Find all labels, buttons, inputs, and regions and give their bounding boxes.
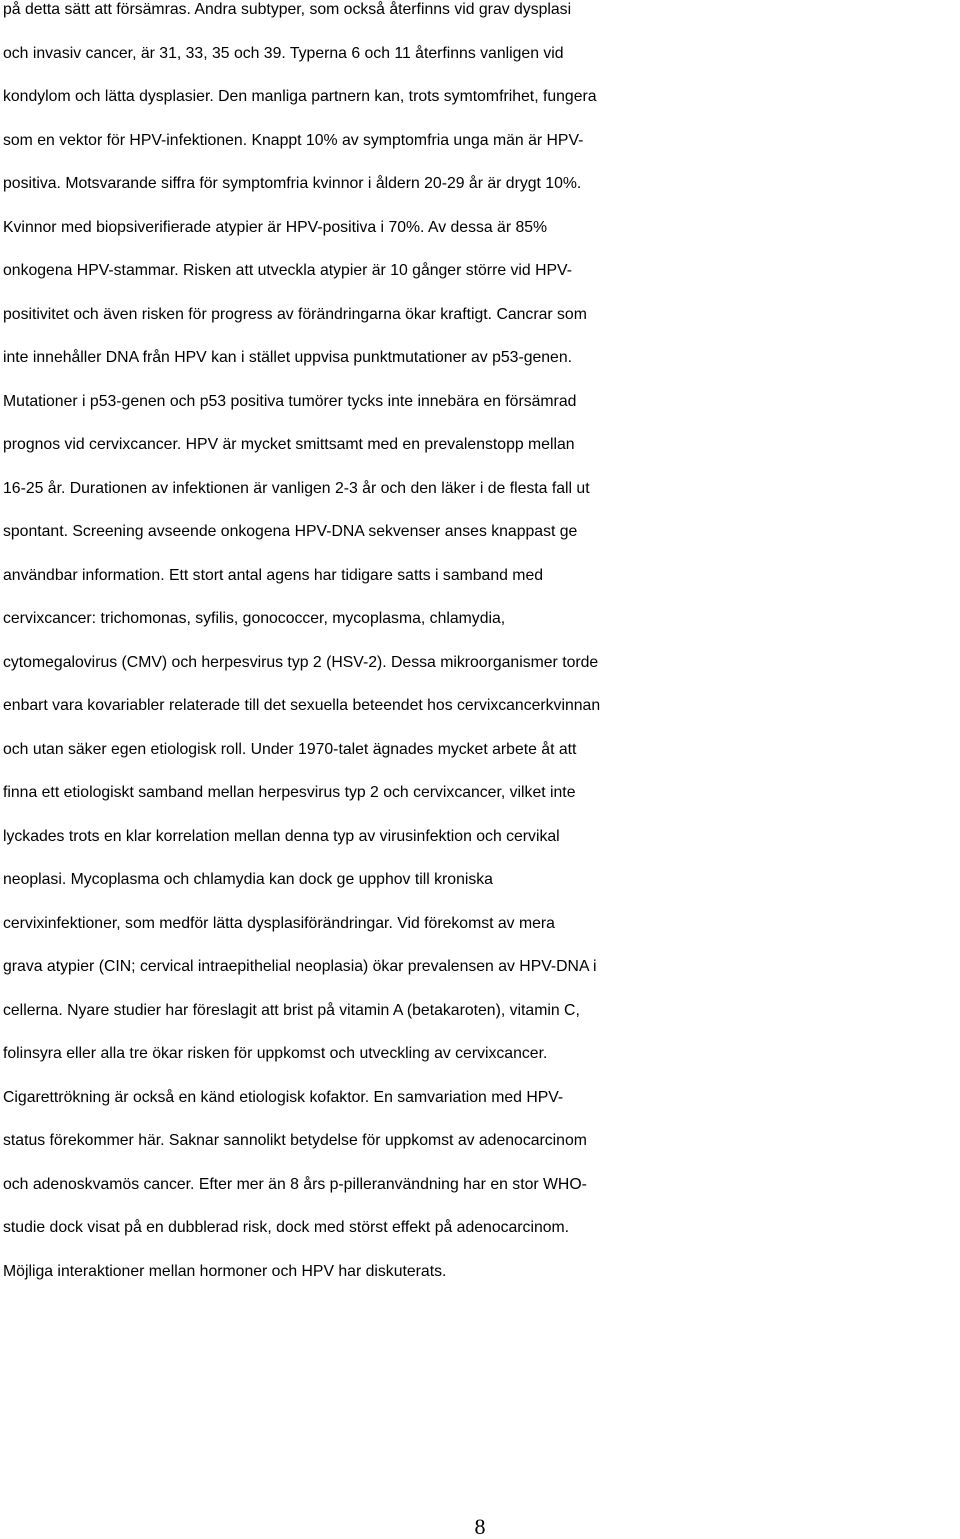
text-line: finna ett etiologiskt samband mellan herpesvirus typ 2 och cervixcancer, vilket inte (3, 784, 576, 802)
text-line: prognos vid cervixcancer. HPV är mycket smittsamt med en prevalenstopp mellan (3, 436, 575, 454)
text-line: och utan säker egen etiologisk roll. Under 1970-talet ägnades mycket arbete åt att (3, 740, 577, 758)
body-paragraph (3, 0, 960, 1293)
text-line: neoplasi. Mycoplasma och chlamydia kan dock ge upphov till kroniska (3, 871, 493, 889)
text-line: och adenoskvamös cancer. Efter mer än 8 års p-pilleranvändning har en stor WHO- (3, 1175, 587, 1193)
text-line: på detta sätt att försämras. Andra subtyper, som också återfinns vid grav dysplasi (3, 1, 572, 18)
text-line: onkogena HPV-stammar. Risken att utveckla atypier är 10 gånger större vid HPV- (3, 262, 572, 280)
text-line: positiva. Motsvarande siffra för symptomfria kvinnor i åldern 20-29 år är drygt 10%. (3, 175, 582, 193)
text-line: användbar information. Ett stort antal agens har tidigare satts i samband med (3, 566, 544, 584)
text-line: 16-25 år. Durationen av infektionen är vanligen 2-3 år och den läker i de flesta fall ut (3, 479, 590, 497)
text-line: Kvinnor med biopsiverifierade atypier är HPV-positiva i 70%. Av dessa är 85% (3, 218, 548, 236)
text-line: studie dock visat på en dubblerad risk, dock med störst effekt på adenocarcinom. (3, 1219, 570, 1237)
text-line: cytomegalovirus (CMV) och herpesvirus typ 2 (HSV-2). Dessa mikroorganismer torde (3, 653, 599, 671)
text-line: spontant. Screening avseende onkogena HPV-DNA sekvenser anses knappast ge (3, 523, 578, 541)
text-line: som en vektor för HPV-infektionen. Knappt 10% av symptomfria unga män är HPV- (3, 131, 584, 149)
text-line: enbart vara kovariabler relaterade till det sexuella beteendet hos cervixcancerkvinnan (3, 697, 601, 715)
page-number: 8 (474, 1514, 486, 1539)
text-line: och invasiv cancer, är 31, 33, 35 och 39. Typerna 6 och 11 återfinns vanligen vid (3, 44, 564, 62)
text-line: positivitet och även risken för progress av förändringarna ökar kraftigt. Cancrar som (3, 305, 587, 323)
text-line: lyckades trots en klar korrelation mellan denna typ av virusinfektion och cervikal (3, 827, 560, 845)
text-line: cervixcancer: trichomonas, syfilis, gonococcer, mycoplasma, chlamydia, (3, 610, 506, 628)
text-line: status förekommer här. Saknar sannolikt betydelse för uppkomst av adenocarcinom (3, 1132, 587, 1150)
text-line: Cigarettrökning är också en känd etiologisk kofaktor. En samvariation med HPV- (3, 1088, 564, 1106)
text-line: kondylom och lätta dysplasier. Den manliga partnern kan, trots symtomfrihet, fungera (3, 88, 597, 106)
text-line: cellerna. Nyare studier har föreslagit att brist på vitamin A (betakaroten), vitamin C, (3, 1001, 580, 1019)
text-line: Mutationer i p53-genen och p53 positiva tumörer tycks inte innebära en försämrad (3, 392, 577, 410)
text-line: folinsyra eller alla tre ökar risken för uppkomst och utveckling av cervixcancer. (3, 1045, 548, 1063)
text-line: inte innehåller DNA från HPV kan i stället uppvisa punktmutationer av p53-genen. (3, 349, 573, 367)
text-line: cervixinfektioner, som medför lätta dysplasiförändringar. Vid förekomst av mera (3, 914, 555, 932)
text-line: Möjliga interaktioner mellan hormoner och HPV har diskuterats. (3, 1262, 447, 1280)
text-line: grava atypier (CIN; cervical intraepithelial neoplasia) ökar prevalensen av HPV-DNA i (3, 958, 597, 976)
